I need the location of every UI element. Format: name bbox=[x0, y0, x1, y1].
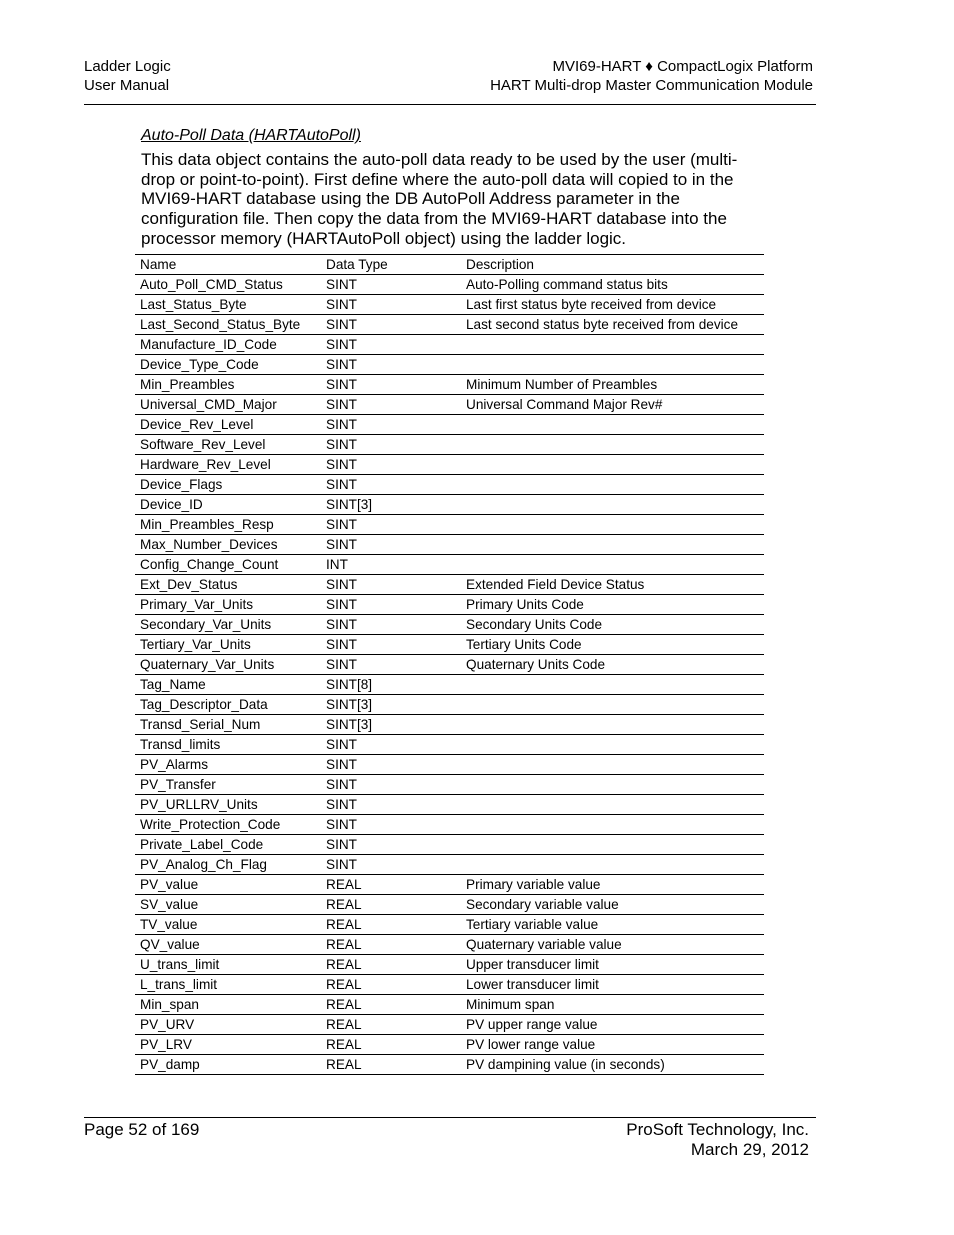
cell-name: Secondary_Var_Units bbox=[135, 615, 321, 635]
cell-data-type: SINT bbox=[321, 815, 461, 835]
cell-description bbox=[461, 495, 764, 515]
cell-description bbox=[461, 475, 764, 495]
cell-name: Min_Preambles_Resp bbox=[135, 515, 321, 535]
cell-data-type: SINT bbox=[321, 835, 461, 855]
cell-data-type: REAL bbox=[321, 1015, 461, 1035]
cell-description bbox=[461, 715, 764, 735]
table-body bbox=[135, 275, 764, 1075]
cell-data-type: REAL bbox=[321, 995, 461, 1015]
cell-description bbox=[461, 335, 764, 355]
cell-name: Min_Preambles bbox=[135, 375, 321, 395]
cell-name: Config_Change_Count bbox=[135, 555, 321, 575]
autopoll-table bbox=[135, 254, 764, 1075]
cell-description bbox=[461, 795, 764, 815]
cell-name: PV_LRV bbox=[135, 1035, 321, 1055]
table-row bbox=[135, 295, 764, 315]
cell-data-type: SINT bbox=[321, 635, 461, 655]
cell-description: Minimum span bbox=[461, 995, 764, 1015]
cell-description bbox=[461, 735, 764, 755]
cell-name: Tag_Name bbox=[135, 675, 321, 695]
cell-description bbox=[461, 455, 764, 475]
cell-name: Universal_CMD_Major bbox=[135, 395, 321, 415]
cell-description: Secondary Units Code bbox=[461, 615, 764, 635]
header-right bbox=[490, 57, 813, 95]
cell-data-type: REAL bbox=[321, 935, 461, 955]
cell-name: Software_Rev_Level bbox=[135, 435, 321, 455]
table-row bbox=[135, 315, 764, 335]
table-row bbox=[135, 975, 764, 995]
cell-data-type: SINT bbox=[321, 475, 461, 495]
table-row bbox=[135, 635, 764, 655]
table-row bbox=[135, 875, 764, 895]
cell-description: Universal Command Major Rev# bbox=[461, 395, 764, 415]
cell-description: Minimum Number of Preambles bbox=[461, 375, 764, 395]
table-row bbox=[135, 335, 764, 355]
cell-description: Last first status byte received from device bbox=[461, 295, 764, 315]
cell-name: Ext_Dev_Status bbox=[135, 575, 321, 595]
cell-name: PV_Transfer bbox=[135, 775, 321, 795]
table-row bbox=[135, 595, 764, 615]
cell-name: PV_value bbox=[135, 875, 321, 895]
cell-name: U_trans_limit bbox=[135, 955, 321, 975]
footer-divider bbox=[84, 1117, 816, 1118]
cell-name: Hardware_Rev_Level bbox=[135, 455, 321, 475]
cell-description bbox=[461, 555, 764, 575]
table-row bbox=[135, 695, 764, 715]
header-product: MVI69-HART ♦ CompactLogix Platform bbox=[552, 58, 813, 75]
cell-name: Min_span bbox=[135, 995, 321, 1015]
cell-name: Transd_limits bbox=[135, 735, 321, 755]
table-row bbox=[135, 855, 764, 875]
table-row bbox=[135, 715, 764, 735]
cell-data-type: SINT[3] bbox=[321, 715, 461, 735]
cell-description bbox=[461, 435, 764, 455]
table-row bbox=[135, 955, 764, 975]
table-row bbox=[135, 815, 764, 835]
table-row bbox=[135, 395, 764, 415]
cell-data-type: REAL bbox=[321, 955, 461, 975]
footer-company: ProSoft Technology, Inc. bbox=[626, 1120, 809, 1139]
footer-right bbox=[626, 1120, 809, 1160]
cell-description: Primary Units Code bbox=[461, 595, 764, 615]
table-row bbox=[135, 675, 764, 695]
cell-description: Primary variable value bbox=[461, 875, 764, 895]
cell-description bbox=[461, 695, 764, 715]
cell-name: Max_Number_Devices bbox=[135, 535, 321, 555]
cell-description: PV upper range value bbox=[461, 1015, 764, 1035]
cell-description: Lower transducer limit bbox=[461, 975, 764, 995]
cell-description bbox=[461, 675, 764, 695]
table-row bbox=[135, 475, 764, 495]
cell-description: PV lower range value bbox=[461, 1035, 764, 1055]
cell-data-type: INT bbox=[321, 555, 461, 575]
cell-data-type: SINT bbox=[321, 335, 461, 355]
cell-name: SV_value bbox=[135, 895, 321, 915]
cell-data-type: SINT bbox=[321, 295, 461, 315]
cell-data-type: SINT bbox=[321, 415, 461, 435]
header-doc-type: User Manual bbox=[84, 77, 170, 94]
cell-description bbox=[461, 415, 764, 435]
cell-data-type: SINT bbox=[321, 355, 461, 375]
header-module: HART Multi-drop Master Communication Module bbox=[490, 77, 813, 94]
cell-name: PV_Analog_Ch_Flag bbox=[135, 855, 321, 875]
cell-name: TV_value bbox=[135, 915, 321, 935]
table-row bbox=[135, 455, 764, 475]
cell-data-type: SINT bbox=[321, 595, 461, 615]
table-row bbox=[135, 1015, 764, 1035]
cell-name: Transd_Serial_Num bbox=[135, 715, 321, 735]
cell-description bbox=[461, 835, 764, 855]
table-row bbox=[135, 835, 764, 855]
cell-name: Device_ID bbox=[135, 495, 321, 515]
table-row bbox=[135, 935, 764, 955]
cell-name: Private_Label_Code bbox=[135, 835, 321, 855]
cell-data-type: SINT bbox=[321, 315, 461, 335]
cell-data-type: SINT bbox=[321, 515, 461, 535]
section-title: Auto-Poll Data (HARTAutoPoll) bbox=[141, 127, 361, 144]
cell-name: Primary_Var_Units bbox=[135, 595, 321, 615]
cell-data-type: SINT bbox=[321, 755, 461, 775]
cell-name: PV_URLLRV_Units bbox=[135, 795, 321, 815]
cell-description bbox=[461, 515, 764, 535]
cell-data-type: SINT bbox=[321, 395, 461, 415]
cell-data-type: SINT bbox=[321, 455, 461, 475]
cell-name: Tag_Descriptor_Data bbox=[135, 695, 321, 715]
table-row bbox=[135, 535, 764, 555]
cell-data-type: SINT bbox=[321, 275, 461, 295]
cell-description: Upper transducer limit bbox=[461, 955, 764, 975]
table-row bbox=[135, 915, 764, 935]
cell-name: Write_Protection_Code bbox=[135, 815, 321, 835]
table-row bbox=[135, 355, 764, 375]
cell-description bbox=[461, 535, 764, 555]
cell-data-type: REAL bbox=[321, 1055, 461, 1075]
cell-data-type: SINT bbox=[321, 575, 461, 595]
table-row bbox=[135, 575, 764, 595]
table-row bbox=[135, 555, 764, 575]
cell-data-type: SINT bbox=[321, 795, 461, 815]
col-header-name: Name bbox=[135, 255, 321, 275]
cell-data-type: REAL bbox=[321, 975, 461, 995]
cell-data-type: REAL bbox=[321, 875, 461, 895]
cell-data-type: SINT bbox=[321, 775, 461, 795]
cell-description bbox=[461, 775, 764, 795]
cell-description bbox=[461, 355, 764, 375]
cell-data-type: SINT bbox=[321, 855, 461, 875]
cell-data-type: SINT bbox=[321, 435, 461, 455]
header-chapter: Ladder Logic bbox=[84, 58, 171, 75]
cell-data-type: SINT[8] bbox=[321, 675, 461, 695]
cell-data-type: SINT bbox=[321, 655, 461, 675]
cell-description bbox=[461, 855, 764, 875]
header-divider bbox=[84, 104, 816, 105]
cell-description: Last second status byte received from device bbox=[461, 315, 764, 335]
cell-name: Device_Rev_Level bbox=[135, 415, 321, 435]
cell-description: Quaternary Units Code bbox=[461, 655, 764, 675]
table-row bbox=[135, 615, 764, 635]
cell-name: PV_Alarms bbox=[135, 755, 321, 775]
table-row bbox=[135, 1035, 764, 1055]
cell-name: Device_Flags bbox=[135, 475, 321, 495]
cell-name: Manufacture_ID_Code bbox=[135, 335, 321, 355]
cell-name: Tertiary_Var_Units bbox=[135, 635, 321, 655]
table-row bbox=[135, 735, 764, 755]
section-intro: This data object contains the auto-poll data ready to be used by the user (multi-drop or point-to-point). First define where the auto-poll data will copied to in the MVI69-HART database using the DB AutoPoll Address parameter in the configuration file. Then copy the data from the MVI69-HART database into the processor memory (HARTAutoPoll object) using the ladder logic. bbox=[141, 150, 738, 248]
table-row bbox=[135, 1055, 764, 1075]
table-row bbox=[135, 515, 764, 535]
cell-description bbox=[461, 815, 764, 835]
cell-data-type: REAL bbox=[321, 895, 461, 915]
cell-data-type: SINT[3] bbox=[321, 695, 461, 715]
cell-name: Quaternary_Var_Units bbox=[135, 655, 321, 675]
cell-data-type: SINT bbox=[321, 375, 461, 395]
cell-name: PV_damp bbox=[135, 1055, 321, 1075]
cell-data-type: REAL bbox=[321, 1035, 461, 1055]
cell-data-type: REAL bbox=[321, 915, 461, 935]
cell-description: Tertiary Units Code bbox=[461, 635, 764, 655]
cell-description: PV dampining value (in seconds) bbox=[461, 1055, 764, 1075]
table-row bbox=[135, 755, 764, 775]
footer-date: March 29, 2012 bbox=[690, 1140, 809, 1159]
table-row bbox=[135, 495, 764, 515]
cell-name: Last_Status_Byte bbox=[135, 295, 321, 315]
col-header-description: Description bbox=[461, 255, 764, 275]
cell-name: QV_value bbox=[135, 935, 321, 955]
table-row bbox=[135, 375, 764, 395]
table-row bbox=[135, 275, 764, 295]
cell-data-type: SINT[3] bbox=[321, 495, 461, 515]
page-number: Page 52 of 169 bbox=[84, 1120, 200, 1139]
cell-data-type: SINT bbox=[321, 535, 461, 555]
table-row bbox=[135, 415, 764, 435]
table-row bbox=[135, 435, 764, 455]
cell-name: PV_URV bbox=[135, 1015, 321, 1035]
cell-name: L_trans_limit bbox=[135, 975, 321, 995]
cell-data-type: SINT bbox=[321, 735, 461, 755]
table-row bbox=[135, 655, 764, 675]
table-row bbox=[135, 895, 764, 915]
cell-data-type: SINT bbox=[321, 615, 461, 635]
cell-description: Auto-Polling command status bits bbox=[461, 275, 764, 295]
cell-description: Quaternary variable value bbox=[461, 935, 764, 955]
cell-description: Secondary variable value bbox=[461, 895, 764, 915]
cell-description bbox=[461, 755, 764, 775]
table-row bbox=[135, 795, 764, 815]
cell-name: Last_Second_Status_Byte bbox=[135, 315, 321, 335]
cell-description: Extended Field Device Status bbox=[461, 575, 764, 595]
col-header-data-type: Data Type bbox=[321, 255, 461, 275]
cell-name: Auto_Poll_CMD_Status bbox=[135, 275, 321, 295]
cell-description: Tertiary variable value bbox=[461, 915, 764, 935]
cell-name: Device_Type_Code bbox=[135, 355, 321, 375]
table-header-row bbox=[135, 255, 764, 275]
table-row bbox=[135, 995, 764, 1015]
table-row bbox=[135, 775, 764, 795]
header-left bbox=[84, 57, 171, 95]
